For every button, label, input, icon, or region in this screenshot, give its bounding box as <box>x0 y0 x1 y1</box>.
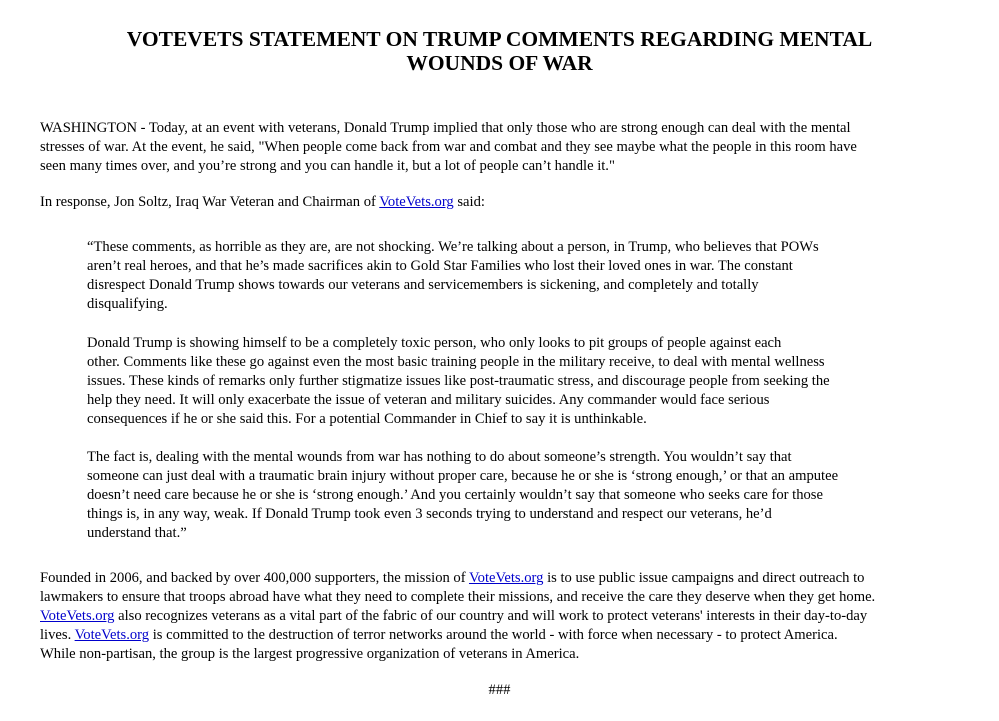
text-line <box>40 569 970 588</box>
end-mark: ### <box>488 682 511 698</box>
about-text: lives. <box>40 627 75 643</box>
text-line: While non-partisan, the group is the largest progressive organization of veterans in America. <box>40 646 580 662</box>
intro-paragraph <box>40 119 970 176</box>
page-title <box>40 27 959 75</box>
text-line: consequences if he or she said this. For a potential Commander in Chief to say it is unthinkable. <box>87 411 647 427</box>
text-line: stresses of war. At the event, he said, "When people come back from war and combat and they see maybe what the people in this room have <box>40 139 857 155</box>
response-paragraph <box>40 193 970 212</box>
text-line: seen many times over, and you’re strong and you can handle it, but a lot of people can’t handle it." <box>40 158 615 174</box>
text-line: disrespect Donald Trump shows towards our veterans and servicemembers is sickening, and completely and totally <box>87 277 759 293</box>
title-line: VOTEVETS STATEMENT ON TRUMP COMMENTS REGARDING MENTAL <box>126 27 873 51</box>
text-line: doesn’t need care because he or she is ‘strong enough.’ And you certainly wouldn’t say that someone who seeks care for those <box>87 487 823 503</box>
quote-paragraph-3 <box>87 448 967 543</box>
text-line: aren’t real heroes, and that he’s made sacrifices akin to Gold Star Families who lost their loved ones in war. The constant <box>87 258 793 274</box>
votevets-link[interactable]: VoteVets.org <box>379 194 454 210</box>
votevets-link[interactable]: VoteVets.org <box>40 608 115 624</box>
text-line: help they need. It will only exacerbate the issue of veteran and military suicides. Any commander would face serious <box>87 392 770 408</box>
text-line: “These comments, as horrible as they are, are not shocking. We’re talking about a person, in Trump, who believes that POWs <box>87 239 819 255</box>
votevets-link[interactable]: VoteVets.org <box>468 570 544 586</box>
text-line <box>40 607 970 626</box>
text-line: lawmakers to ensure that troops abroad have what they need to complete their missions, and receive the care they deserve when they get home. <box>40 589 876 605</box>
about-text: is to use public issue campaigns and direct outreach to <box>543 570 865 586</box>
title-line: WOUNDS OF WAR <box>406 51 593 75</box>
text-line: understand that.” <box>87 525 187 541</box>
votevets-link[interactable]: VoteVets.org <box>74 627 150 643</box>
text-line <box>40 193 970 212</box>
about-paragraph <box>40 569 970 664</box>
text-line: things is, in any way, weak. If Donald Trump took even 3 seconds trying to understand and respect our veterans, he’d <box>87 506 772 522</box>
text-line: Donald Trump is showing himself to be a completely toxic person, who only looks to pit groups of people against each <box>87 335 782 351</box>
about-text: also recognizes veterans as a vital part of the fabric of our country and will work to protect veterans' interests in their day-to-day <box>114 608 868 624</box>
text-line <box>40 626 970 645</box>
response-text-post: said: <box>453 194 485 210</box>
text-line: The fact is, dealing with the mental wounds from war has nothing to do about someone’s strength. You wouldn’t say that <box>87 449 792 465</box>
text-line: someone can just deal with a traumatic brain injury without proper care, because he or she is ‘strong enough,’ or that an amputee <box>87 468 839 484</box>
quote-paragraph-1 <box>87 238 967 314</box>
text-line: WASHINGTON - Today, at an event with veterans, Donald Trump implied that only those who are strong enough can deal with the mental <box>40 120 851 136</box>
response-text-pre: In response, Jon Soltz, Iraq War Veteran and Chairman of <box>40 194 380 210</box>
about-text: Founded in 2006, and backed by over 400,000 supporters, the mission of <box>40 570 469 586</box>
text-line: other. Comments like these go against even the most basic training people in the military receive, to deal with mental wellness <box>87 354 825 370</box>
text-line: issues. These kinds of remarks only further stigmatize issues like post-traumatic stress, and discourage people from seeking the <box>87 373 830 389</box>
about-text: is committed to the destruction of terror networks around the world - with force when necessary - to protect America. <box>149 627 838 643</box>
quote-paragraph-2 <box>87 334 967 429</box>
text-line: disqualifying. <box>87 296 168 312</box>
